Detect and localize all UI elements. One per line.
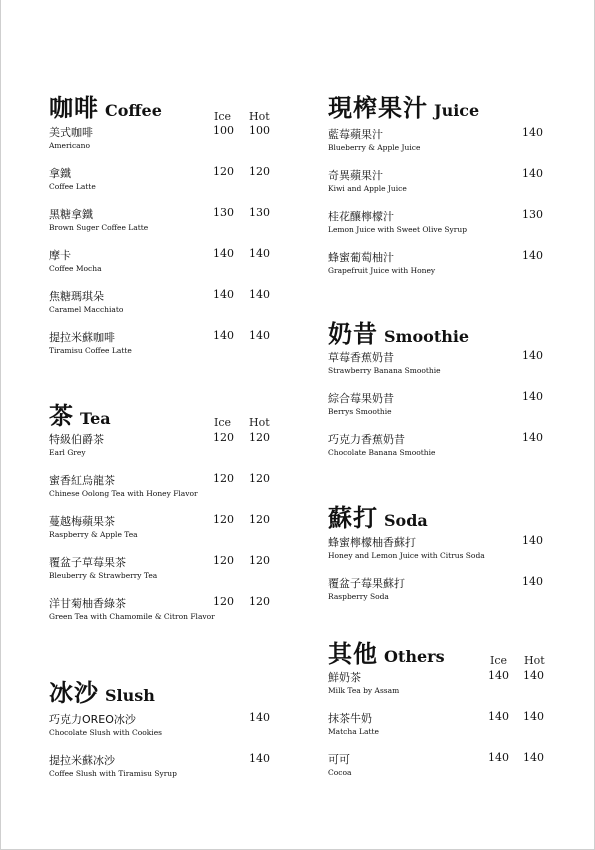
item-subtitle: Grapefruit Juice with Honey: [328, 266, 436, 275]
item-price: 140: [522, 575, 543, 588]
item-subtitle: Tiramisu Coffee Latte: [49, 346, 132, 355]
item-subtitle: Chocolate Slush with Cookies: [49, 728, 162, 737]
menu-item: [328, 575, 568, 615]
item-subtitle: Coffee Latte: [49, 182, 96, 191]
item-subtitle: Berrys Smoothie: [328, 407, 392, 416]
title-en: Slush: [105, 686, 155, 705]
item-price-hot: 120: [249, 554, 270, 567]
item-subtitle: Milk Tea by Assam: [328, 686, 400, 695]
item-name: 綜合莓果奶昔: [328, 392, 394, 405]
section-title-smoothie: [328, 314, 470, 348]
item-price-hot: 140: [249, 288, 270, 301]
menu-item: [328, 167, 568, 207]
item-subtitle: Bleuberry & Strawberry Tea: [49, 571, 158, 580]
menu-item: [328, 534, 568, 574]
menu-item: [328, 710, 568, 750]
item-price-ice: 140: [213, 329, 234, 342]
item-name: 焦糖瑪琪朵: [49, 290, 104, 303]
item-name: 可可: [328, 753, 350, 766]
item-price-hot: 120: [249, 513, 270, 526]
item-price-ice: 120: [213, 165, 234, 178]
item-price-ice: 140: [488, 710, 509, 723]
title-zh: 奶昔: [328, 320, 378, 348]
item-subtitle: Chinese Oolong Tea with Honey Flavor: [49, 489, 198, 498]
item-price: 140: [522, 349, 543, 362]
item-subtitle: Caramel Macchiato: [49, 305, 124, 314]
title-en: Coffee: [105, 101, 162, 120]
item-name: 巧克力香蕉奶昔: [328, 433, 405, 446]
section-title-coffee: [49, 88, 162, 122]
item-price: 140: [522, 390, 543, 403]
col-head-ice: Ice: [214, 110, 232, 123]
item-price-hot: 140: [249, 329, 270, 342]
item-subtitle: Americano: [49, 141, 90, 150]
item-subtitle: Strawberry Banana Smoothie: [328, 366, 441, 375]
item-price: 140: [522, 534, 543, 547]
item-price: 140: [522, 167, 543, 180]
menu-item: [328, 349, 568, 389]
item-name: 美式咖啡: [49, 126, 93, 139]
item-subtitle: Raspberry Soda: [328, 592, 389, 601]
item-price-hot: 130: [249, 206, 270, 219]
item-price-ice: 120: [213, 554, 234, 567]
item-price-ice: 120: [213, 513, 234, 526]
item-price: 140: [249, 711, 270, 724]
menu-item: [49, 206, 289, 246]
item-price-ice: 120: [213, 472, 234, 485]
section-title-slush: [49, 673, 155, 707]
item-price-hot: 140: [523, 669, 544, 682]
menu-item: [49, 288, 289, 328]
item-name: 特級伯爵茶: [49, 433, 104, 446]
item-price: 140: [249, 752, 270, 765]
item-name: 鮮奶茶: [328, 671, 361, 684]
section-title-tea: [49, 396, 111, 430]
item-subtitle: Kiwi and Apple Juice: [328, 184, 407, 193]
menu-item: [328, 390, 568, 430]
menu-item: [49, 595, 289, 635]
menu-item: [49, 554, 289, 594]
col-head-hot: Hot: [249, 110, 270, 123]
col-head-hot: Hot: [249, 416, 270, 429]
item-subtitle: Brown Suger Coffee Latte: [49, 223, 149, 232]
item-name: 蜂蜜葡萄柚汁: [328, 251, 394, 264]
title-en: Smoothie: [384, 327, 470, 346]
item-price-ice: 140: [213, 247, 234, 260]
item-price-ice: 130: [213, 206, 234, 219]
item-price-hot: 140: [523, 710, 544, 723]
item-price-ice: 100: [213, 124, 234, 137]
item-name: 蔓越梅蘋果茶: [49, 515, 115, 528]
item-name: 蜜香紅烏龍茶: [49, 474, 115, 487]
item-price-ice: 120: [213, 595, 234, 608]
item-subtitle: Lemon Juice with Sweet Olive Syrup: [328, 225, 467, 234]
item-name: 草莓香蕉奶昔: [328, 351, 394, 364]
item-subtitle: Matcha Latte: [328, 727, 379, 736]
col-head-hot: Hot: [524, 654, 545, 667]
menu-item: [328, 669, 568, 709]
item-subtitle: Coffee Slush with Tiramisu Syrup: [49, 769, 177, 778]
col-head-ice: Ice: [490, 654, 508, 667]
menu-item: [49, 247, 289, 287]
menu-item: [49, 752, 289, 792]
item-subtitle: Coffee Mocha: [49, 264, 102, 273]
item-price: 140: [522, 431, 543, 444]
item-price: 140: [522, 249, 543, 262]
section-title-soda: [328, 498, 428, 532]
item-subtitle: Green Tea with Chamomile & Citron Flavor: [49, 612, 215, 621]
menu-item: [49, 513, 289, 553]
item-subtitle: Blueberry & Apple Juice: [328, 143, 421, 152]
item-price-hot: 140: [249, 247, 270, 260]
menu-item: [328, 751, 568, 791]
menu-item: [49, 431, 289, 471]
title-zh: 冰沙: [49, 679, 99, 707]
title-zh: 現榨果汁: [328, 94, 428, 122]
title-en: Juice: [434, 101, 480, 120]
menu-item: [49, 711, 289, 751]
item-price-hot: 120: [249, 431, 270, 444]
item-price-ice: 140: [488, 669, 509, 682]
title-en: Soda: [384, 511, 428, 530]
item-price-hot: 120: [249, 165, 270, 178]
item-subtitle: Earl Grey: [49, 448, 86, 457]
menu-item: [49, 165, 289, 205]
menu-item: [328, 431, 568, 471]
item-name: 覆盆子莓果蘇打: [328, 577, 405, 590]
menu-item: [328, 208, 568, 248]
menu-item: [328, 249, 568, 289]
item-price-hot: 120: [249, 595, 270, 608]
section-title-juice: [328, 88, 480, 122]
section-title-others: [328, 634, 445, 668]
item-subtitle: Honey and Lemon Juice with Citrus Soda: [328, 551, 485, 560]
item-name: 蜂蜜檸檬柚香蘇打: [328, 536, 416, 549]
item-price: 130: [522, 208, 543, 221]
title-zh: 茶: [49, 402, 74, 430]
item-name: 提拉米蘇咖啡: [49, 331, 115, 344]
item-subtitle: Chocolate Banana Smoothie: [328, 448, 436, 457]
item-subtitle: Cocoa: [328, 768, 352, 777]
item-price-ice: 140: [213, 288, 234, 301]
menu-item: [49, 124, 289, 164]
item-name: 摩卡: [49, 249, 71, 262]
menu-item: [49, 472, 289, 512]
item-name: 洋甘菊柚香綠茶: [49, 597, 126, 610]
item-name: 巧克力OREO冰沙: [49, 713, 136, 726]
title-en: Tea: [80, 409, 111, 428]
item-name: 拿鐵: [49, 167, 71, 180]
item-price-ice: 140: [488, 751, 509, 764]
item-name: 黑糖拿鐵: [49, 208, 93, 221]
menu-item: [49, 329, 289, 369]
col-head-ice: Ice: [214, 416, 232, 429]
item-name: 覆盆子草莓果茶: [49, 556, 126, 569]
item-price-ice: 120: [213, 431, 234, 444]
menu-item: [328, 126, 568, 166]
item-price-hot: 140: [523, 751, 544, 764]
item-name: 桂花釀檸檬汁: [328, 210, 394, 223]
item-price: 140: [522, 126, 543, 139]
title-zh: 咖啡: [49, 94, 99, 122]
item-name: 提拉米蘇冰沙: [49, 754, 115, 767]
item-subtitle: Raspberry & Apple Tea: [49, 530, 138, 539]
item-name: 奇異蘋果汁: [328, 169, 383, 182]
title-zh: 其他: [328, 640, 378, 668]
item-price-hot: 120: [249, 472, 270, 485]
item-name: 抹茶牛奶: [328, 712, 372, 725]
item-price-hot: 100: [249, 124, 270, 137]
title-en: Others: [384, 647, 445, 666]
item-name: 藍莓蘋果汁: [328, 128, 383, 141]
title-zh: 蘇打: [328, 504, 378, 532]
